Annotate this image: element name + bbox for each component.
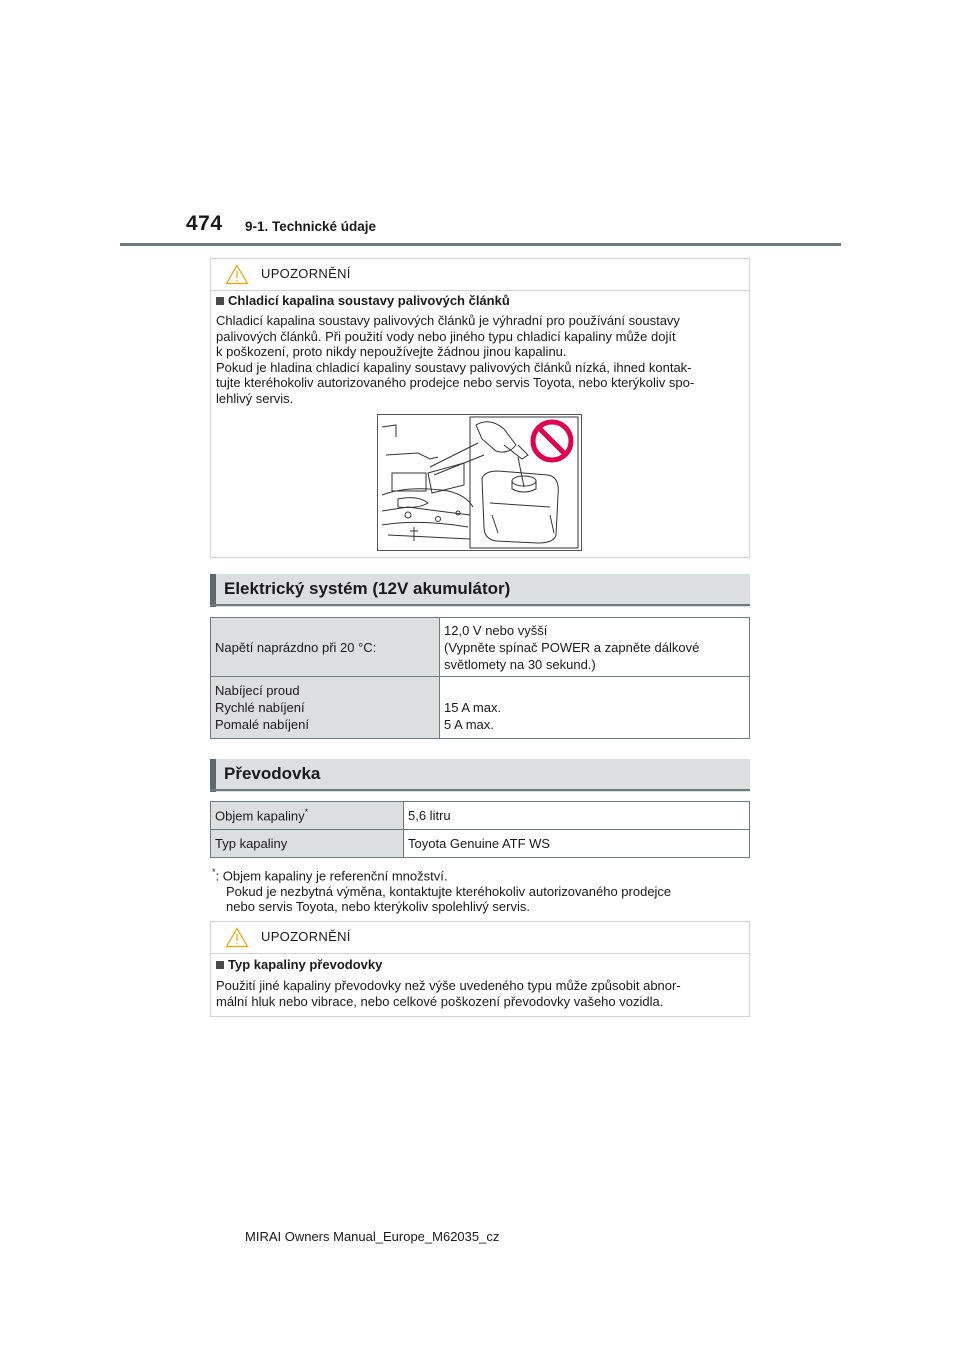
table-row <box>211 802 750 830</box>
footer-text: MIRAI Owners Manual_Europe_M62035_cz <box>245 1229 500 1244</box>
caution-header <box>211 922 749 954</box>
prohibition-icon <box>533 422 571 460</box>
footnote-continuation: Pokud je nezbytná výměna, kontaktujte kteréhokoliv autorizovaného prodejce nebo servis Toyota, nebo kterýkoliv spolehlivý servis. <box>226 883 672 915</box>
section-title: 9-1. Technické údaje <box>245 219 377 234</box>
section-band-transmission <box>210 759 750 792</box>
page-number: 474 <box>186 212 223 235</box>
caution-header <box>211 259 749 291</box>
footnote <box>212 865 671 915</box>
section-band-electrical <box>210 574 750 607</box>
table-row <box>211 830 750 858</box>
caution-box-transmission <box>210 921 750 1017</box>
caution-heading-text: Chladicí kapalina soustavy palivových článků <box>228 293 510 308</box>
transmission-spec-table <box>210 801 750 858</box>
table-cell-value: 5,6 litru <box>404 802 750 830</box>
caution-label: UPOZORNĚNÍ <box>261 929 351 944</box>
caution-heading <box>216 957 382 972</box>
caution-heading-text: Typ kapaliny převodovky <box>228 957 383 972</box>
table-cell-label <box>211 802 404 830</box>
table-cell-label: Typ kapaliny <box>211 830 404 858</box>
caution-heading <box>216 293 510 308</box>
footnote-marker: * <box>304 807 309 818</box>
section-title-transmission: Převodovka <box>224 764 321 783</box>
caution-label: UPOZORNĚNÍ <box>261 266 351 281</box>
bullet-square-icon <box>216 297 224 305</box>
section-title-electrical: Elektrický systém (12V akumulátor) <box>224 579 511 598</box>
section-rule-electrical <box>210 604 750 606</box>
caution-body: Chladicí kapalina soustavy palivových článků je výhradní pro používání soustavy palivových článků. Při použití vody nebo jiného typu chladicí kapaliny může dojít k poškození, proto nikdy nepoužívejte žádnou jinou kapalinu. Pokud je hladina chladicí kapaliny soustavy palivových článků nízká, ihned kontak- tujte kteréhokoliv autorizovaného prodejce nebo servis Toyota, nebo kterýkoliv spo- lehlivý servis. <box>216 313 695 406</box>
electrical-spec-table <box>210 617 750 739</box>
fluid-volume-label: Objem kapaliny <box>215 808 305 824</box>
coolant-illustration <box>377 414 582 551</box>
section-rule-transmission <box>210 789 750 791</box>
table-cell-value: 15 A max. 5 A max. <box>440 677 750 739</box>
table-row <box>211 677 750 739</box>
warning-triangle-icon <box>225 927 249 948</box>
footnote-mark: * <box>212 867 216 877</box>
table-cell-value: 12,0 V nebo vyšší (Vypněte spínač POWER a zapněte dálkové světlomety na 30 sekund.) <box>440 618 750 677</box>
bullet-square-icon <box>216 961 224 969</box>
footnote-text: : Objem kapaliny je referenční množství. <box>215 868 448 884</box>
table-row <box>211 618 750 677</box>
warning-triangle-icon <box>225 264 249 285</box>
caution-body: Použití jiné kapaliny převodovky než výše uvedeného typu může způsobit abnor- mální hluk nebo vibrace, nebo celkové poškození převodovky vašeho vozidla. <box>216 978 681 1009</box>
engine-bay-illustration <box>378 415 581 550</box>
table-cell-label: Napětí naprázdno při 20 °C: <box>211 618 440 677</box>
header-divider <box>120 243 841 246</box>
table-cell-label: Nabíjecí proud Rychlé nabíjení Pomalé nabíjení <box>211 677 440 739</box>
table-cell-value: Toyota Genuine ATF WS <box>404 830 750 858</box>
